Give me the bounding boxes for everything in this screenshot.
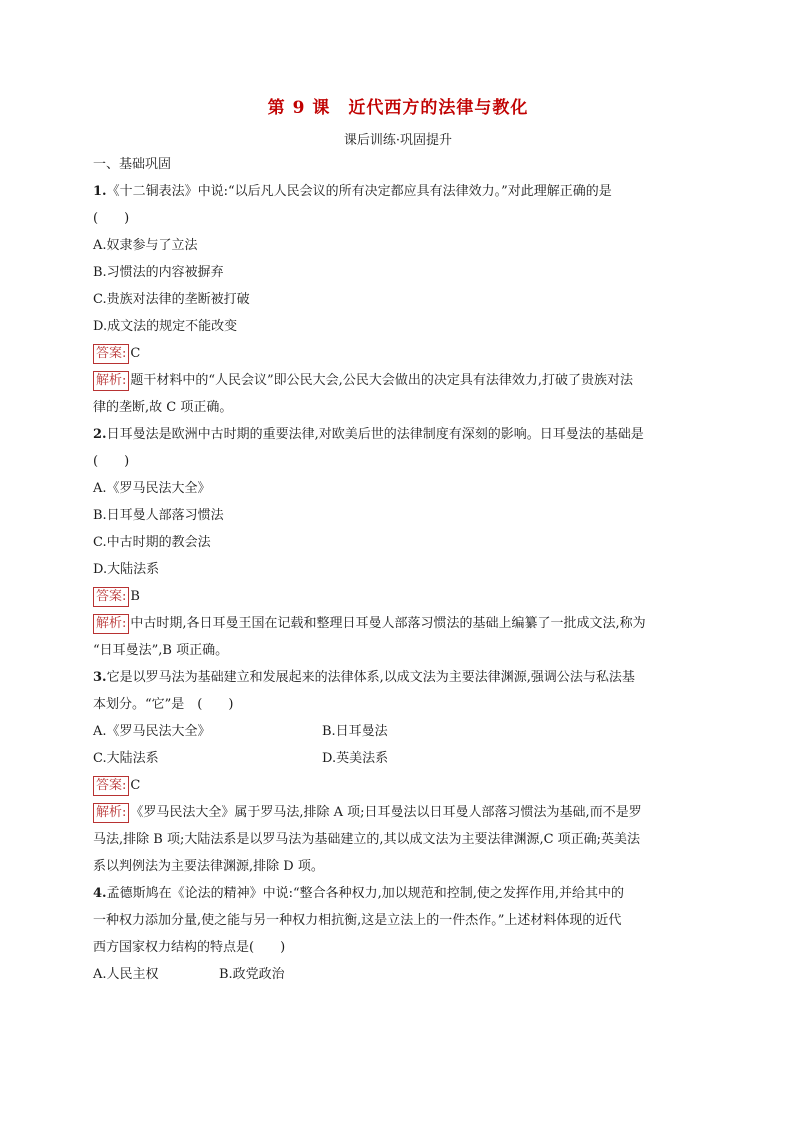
answer-tag: 答案: [93, 776, 129, 796]
options-row [93, 718, 703, 745]
analysis-text: 律的垄断,故 C 项正确。 [93, 400, 233, 415]
answer-value: C [130, 346, 141, 361]
question-text: 它是以罗马法为基础建立和发展起来的法律体系,以成文法为主要法律渊源,强调公法与私法基 [106, 670, 635, 685]
question-1 [93, 178, 703, 421]
analysis-tag: 解析: [93, 614, 129, 634]
analysis-tag: 解析: [93, 803, 129, 823]
option-a: A.《罗马民法大全》 [93, 481, 211, 496]
answer-row [93, 772, 703, 799]
analysis-text: 中古时期,各日耳曼王国在记载和整理日耳曼人部落习惯法的基础上编纂了一批成文法,称为 [130, 616, 646, 631]
analysis-text: “日耳曼法”,B 项正确。 [93, 643, 229, 658]
question-number: 1. [93, 184, 107, 199]
analysis-text: 马法,排除 B 项;大陆法系是以罗马法为基础建立的,其以成文法为主要法律渊源,C 项正确;英美法 [93, 832, 641, 847]
option-c: C.中古时期的教会法 [93, 535, 211, 550]
option-d: D.大陆法系 [93, 562, 160, 577]
question-text: 一种权力添加分量,使之能与另一种权力相抗衡,这是立法上的一件杰作。”上述材料体现的近代 [93, 913, 622, 928]
answer-tag: 答案: [93, 587, 129, 607]
question-number: 4. [93, 886, 107, 901]
option-a: A.奴隶参与了立法 [93, 238, 198, 253]
question-2 [93, 421, 703, 664]
answer-value: C [130, 778, 141, 793]
options-row [93, 745, 703, 772]
options-row [93, 961, 703, 988]
option-b: B.习惯法的内容被摒弃 [93, 265, 224, 280]
option-b: B.政党政治 [219, 967, 285, 982]
answer-tag: 答案: [93, 344, 129, 364]
question-stem [93, 664, 703, 691]
question-number: 3. [93, 670, 107, 685]
lesson-title: 第 9 课 近代西方的法律与教化 [267, 98, 529, 118]
question-stem [93, 421, 703, 448]
analysis-tag: 解析: [93, 371, 129, 391]
analysis-text: 系以判例法为主要法律渊源,排除 D 项。 [93, 859, 324, 874]
option-c: C.贵族对法律的垄断被打破 [93, 292, 250, 307]
option-c: C.大陆法系 [93, 751, 159, 766]
option-b: B.日耳曼人部落习惯法 [93, 508, 224, 523]
question-text: 《十二铜表法》中说:“以后凡人民会议的所有决定都应具有法律效力。”对此理解正确的是 [106, 184, 612, 199]
question-stem [93, 178, 703, 205]
answer-row [93, 340, 703, 367]
question-stem [93, 880, 703, 907]
answer-bracket: ( ) [93, 454, 130, 469]
option-a: A.人民主权 [93, 967, 159, 982]
section-heading: 一、基础巩固 [93, 157, 172, 172]
question-text: 本划分。“它”是 ( ) [93, 697, 234, 712]
analysis-text: 题干材料中的“人民会议”即公民大会,公民大会做出的决定具有法律效力,打破了贵族对法 [130, 373, 633, 388]
question-text: 西方国家权力结构的特点是( ) [93, 940, 286, 955]
option-d: D.成文法的规定不能改变 [93, 319, 238, 334]
question-3 [93, 664, 703, 880]
question-text: 日耳曼法是欧洲中古时期的重要法律,对欧美后世的法律制度有深刻的影响。日耳曼法的基础是 [106, 427, 644, 442]
answer-value: B [130, 589, 140, 604]
option-a: A.《罗马民法大全》 [93, 724, 211, 739]
analysis-text: 《罗马民法大全》属于罗马法,排除 A 项;日耳曼法以日耳曼人部落习惯法为基础,而不是罗 [130, 805, 642, 820]
document-page [93, 95, 703, 988]
lesson-subtitle: 课后训练·巩固提升 [343, 133, 453, 148]
question-text: 孟德斯鸠在《论法的精神》中说:“整合各种权力,加以规范和控制,使之发挥作用,并给其中的 [106, 886, 625, 901]
option-d: D.英美法系 [322, 751, 389, 766]
answer-bracket: ( ) [93, 211, 130, 226]
question-4 [93, 880, 703, 988]
analysis-row [93, 610, 703, 637]
option-b: B.日耳曼法 [322, 724, 388, 739]
answer-row [93, 583, 703, 610]
analysis-row [93, 799, 703, 826]
question-number: 2. [93, 427, 107, 442]
analysis-row [93, 367, 703, 394]
